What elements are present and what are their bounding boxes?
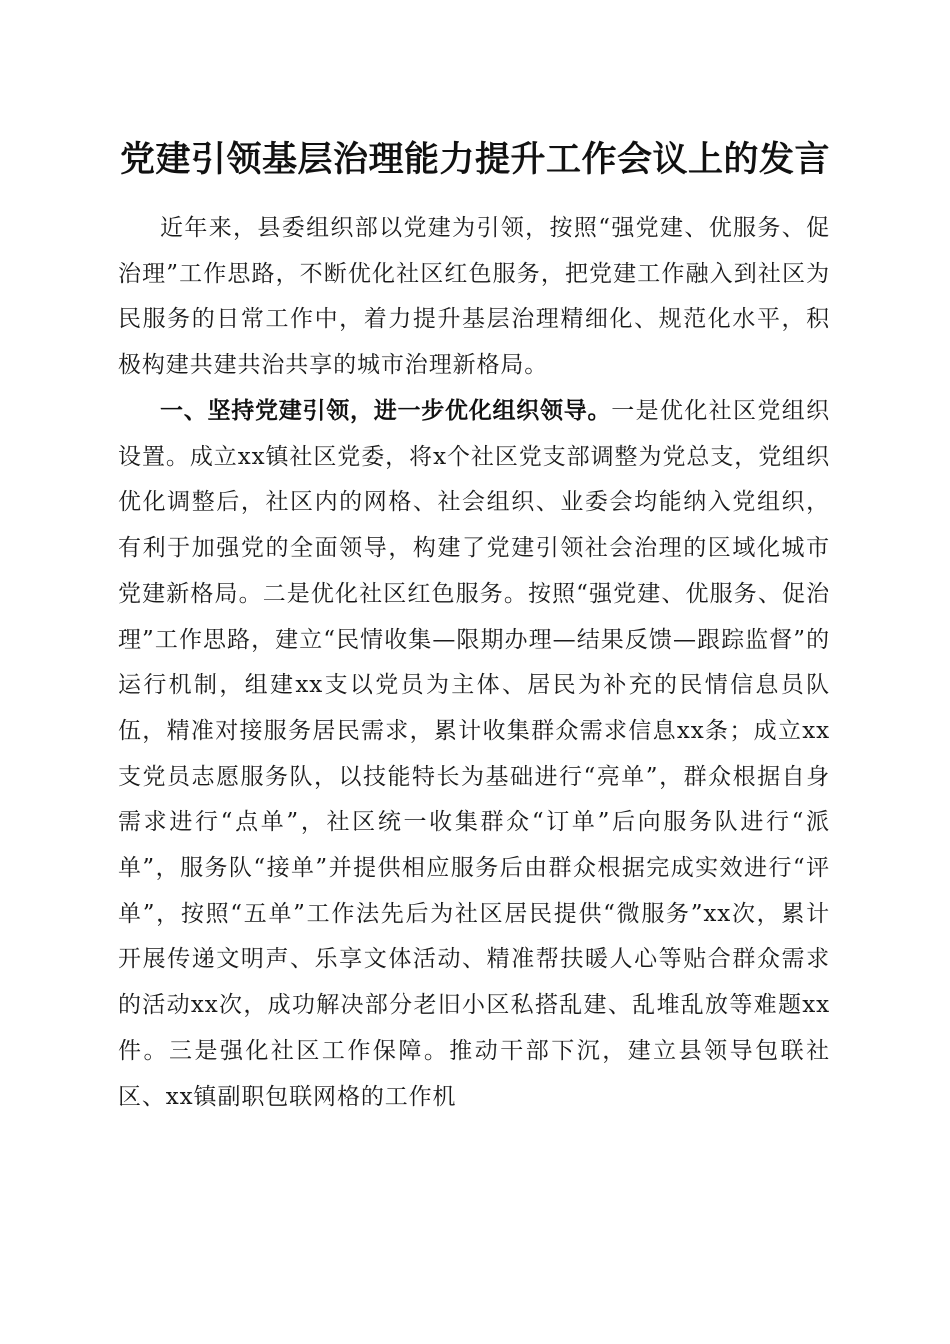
section-one-heading: 一、坚持党建引领，进一步优化组织领导。 (160, 398, 612, 424)
intro-paragraph: 近年来，县委组织部以党建为引领，按照“强党建、优服务、促治理”工作思路，不断优化社区红色服务，把党建工作融入到社区为民服务的日常工作中，着力提升基层治理精细化、规范化水平，积极构建共建共治共享的城市治理新格局。 (118, 215, 830, 379)
section-one-paragraph (118, 389, 830, 1120)
document-title: 党建引领基层治理能力提升工作会议上的发言 (119, 139, 830, 180)
section-one-text: 一是优化社区党组织设置。成立xx镇社区党委，将x个社区党支部调整为党总支，党组织优化调整后，社区内的网格、社会组织、业委会均能纳入党组织，有利于加强党的全面领导，构建了党建引领社会治理的区域化城市党建新格局。二是优化社区红色服务。按照“强党建、优服务、促治理”工作思路，建立“民情收集—限期办理—结果反馈—跟踪监督”的运行机制，组建xx支以党员为主体、居民为补充的民情信息员队伍，精准对接服务居民需求，累计收集群众需求信息xx条；成立xx支党员志愿服务队，以技能特长为基础进行“亮单”，群众根据自身需求进行“点单”，社区统一收集群众“订单”后向服务队进行“派单”，服务队“接单”并提供相应服务后由群众根据完成实效进行“评单”，按照“五单”工作法先后为社区居民提供“微服务”xx次，累计开展传递文明声、乐享文体活动、精准帮扶暖人心等贴合群众需求的活动xx次，成功解决部分老旧小区私搭乱建、乱堆乱放等难题xx件。三是强化社区工作保障。推动干部下沉，建立县领导包联社区、xx镇副职包联网格的工作机 (118, 398, 830, 1110)
